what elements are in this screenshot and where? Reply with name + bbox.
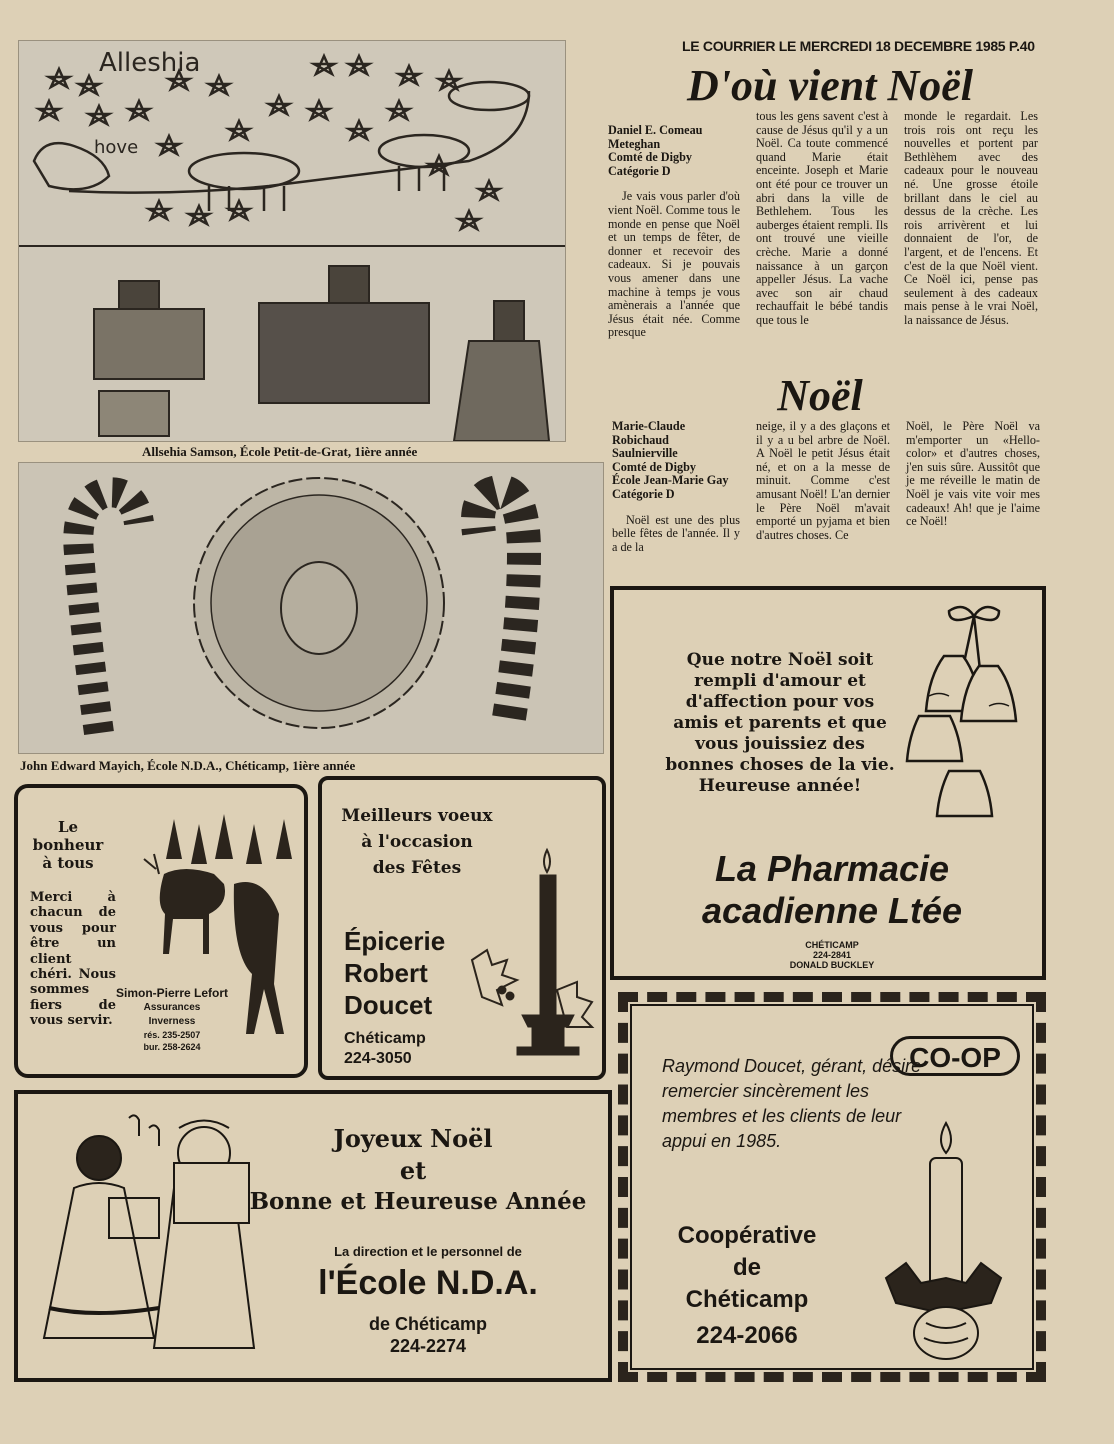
article-1-col-3: [904, 110, 1038, 335]
coop-message: Raymond Doucet, gérant, désire remercier sincèrement les membres et les clients de leur appui en 1985.: [662, 1056, 922, 1151]
caption-1-rest: École Petit-de-Grat, 1ière année: [236, 444, 418, 459]
byline-line: Catégorie D: [608, 163, 671, 178]
caption-drawing-1: [142, 444, 417, 460]
masthead: LE COURRIER LE MERCREDI 18 DECEMBRE 1985 P.40: [682, 38, 1035, 54]
article-2-text-1: Noël est une des plus belle fêtes de l'année. Il y a de la: [612, 512, 740, 554]
byline-line: Catégorie D: [612, 486, 675, 501]
ecole-line-2: et: [399, 1156, 427, 1185]
lefort-name: Simon-Pierre Lefort: [115, 986, 229, 1000]
lefort-place: Inverness: [148, 1016, 196, 1027]
pharmacie-message: Que notre Noël soit rempli d'amour et d'affection pour vos amis et parents et que vous jouissiez des bonnes choses de la vie. Heureuse année!: [665, 650, 895, 796]
byline-line: Meteghan: [608, 136, 661, 151]
epicerie-phone: 224-3050: [344, 1050, 412, 1067]
caption-1-name: Allsehia Samson,: [142, 444, 237, 459]
pharmacie-phone: 224-2841: [812, 950, 852, 960]
epicerie-name-1: Épicerie: [344, 926, 446, 956]
lefort-greeting: Le bonheur à tous: [32, 818, 104, 872]
article-2-text-2: neige, il y a des glaçons et il y a u bel arbre de Noël. A Noël le petit Jésus était né, et on a la messe de minuit. Comme c'est amusant Noël! L'an dernier le Père Noël m'avait emporté un pyjama et bien d'autres choses. Ce: [756, 419, 890, 542]
coop-name-3: Chéticamp: [685, 1286, 809, 1313]
coop-name-2: de: [732, 1254, 761, 1281]
ecole-name: l'École N.D.A.: [318, 1264, 538, 1302]
byline-line: Comté de Digby: [608, 150, 692, 165]
article-2-text-3: Noël, le Père Noël va m'emporter un «Hello-color» et d'autres choses, j'en suis sûre. Aussitôt que je me réveille le matin de Noël je vais vite voir mes cadeaux! Ah! que je l'aime ce Noël!: [906, 419, 1040, 529]
pharmacie-place: CHÉTICAMP: [805, 940, 859, 950]
ad-pharmacie: [610, 586, 1046, 980]
epicerie-greeting-1: Meilleurs voeux: [341, 806, 493, 826]
lefort-message: Merci à chacun de vous pour être un client chéri. Nous sommes fiers de vous servir.: [30, 890, 116, 1029]
article-2-byline: [612, 420, 740, 502]
drawing-name-label: Alleshia: [99, 48, 201, 78]
article-1-col-2: [756, 110, 888, 335]
byline-line: Saulnierville: [612, 446, 678, 461]
carolers-icon: [34, 1108, 264, 1372]
drawing-word-label: hove: [94, 137, 139, 158]
coop-phone: 224-2066: [696, 1322, 798, 1349]
article-1-text-1: Je vais vous parler d'où vient Noël. Comme tous le monde en pense que Noël et un temps de fêter, de donner et recevoir des cadeaux. Si je pouvais vous amener dans une machine à temps je vous amènerais a l'année que Jésus était née. Comme presque: [608, 189, 740, 340]
sun-center: [281, 562, 357, 654]
lefort-bur-phone: bur. 258-2624: [143, 1042, 201, 1052]
lefort-business: Assurances: [143, 1002, 201, 1013]
article-2-col-1: [612, 420, 740, 561]
article-1-byline: [608, 124, 740, 178]
coop-logo-text: CO-OP: [909, 1042, 1001, 1073]
candy-cane-drawing-svg: [19, 463, 604, 754]
epicerie-greeting-2: à l'occasion: [361, 832, 473, 852]
article-2-title: Noël: [777, 371, 863, 420]
sleigh-drawing-svg: [19, 41, 566, 442]
pharmacie-name-1: La Pharmacie: [714, 848, 950, 889]
ad-lefort: [14, 784, 308, 1078]
bells-icon: [904, 596, 1044, 846]
epicerie-place: Chéticamp: [344, 1030, 426, 1047]
epicerie-name-3: Doucet: [344, 990, 433, 1020]
coop-logo: [890, 1036, 1020, 1076]
epicerie-name-2: Robert: [344, 958, 428, 988]
ad-ecole-nda: [14, 1090, 612, 1382]
candle-icon: [462, 840, 602, 1070]
pharmacie-owner: DONALD BUCKLEY: [789, 960, 875, 970]
ecole-phone: 224-2274: [389, 1336, 467, 1356]
ad-epicerie: [318, 776, 606, 1080]
byline-line: École Jean-Marie Gay: [612, 473, 729, 488]
article-1-col-1: [608, 124, 740, 347]
child-drawing-candy-canes: [18, 462, 604, 754]
ad-coop: [618, 992, 1046, 1382]
ecole-line-3: Bonne et Heureuse Année: [249, 1188, 587, 1215]
caption-2-name: John Edward Mayich,: [20, 758, 144, 773]
byline-line: Marie-Claude Robichaud: [612, 419, 686, 447]
article-1-text-2: tous les gens savent c'est à cause de Jésus qu'il y a un Noël. Ca toute commencé quand Marie était enceinte. Joseph et Marie ont été pour ce trouver un abri dans la ville de Bethlehem. Tous les auberges étaient rempli. Ils ont trouvé une vieille crèche. Marie a donné naissance à un garçon appeller Jésus. La vache avec son air chaud rechauffait le bébé tandis que tous le: [756, 109, 888, 327]
article-2-col-2: [756, 420, 890, 549]
caption-2-rest: École N.D.A., Chéticamp, 1ière année: [143, 758, 356, 773]
pharmacie-name-2: acadienne Ltée: [701, 890, 963, 931]
ecole-sub: La direction et le personnel de: [334, 1244, 522, 1259]
coop-candle-icon: [866, 1118, 1026, 1366]
ecole-place: de Chéticamp: [368, 1314, 488, 1334]
article-1-text-3: monde le regardait. Les trois rois ont reçu les nouvelles et portent par Bethlèhem avec des cadeaux pour le nouveau né. Une grosse étoile brillant dans le ciel au dessus de la crèche. Les rois arrivèrent et lui donnaient de l'or, de l'argent, et de l'encens. Et c'est de la que Noël vient. Ce Noël ici, pense pas seulement à des cadeaux mais pense à le vrai Noël, la naissance de Jésus.: [904, 109, 1038, 327]
article-1-title: D'où vient Noël: [687, 61, 973, 110]
lefort-res-phone: rés. 235-2507: [143, 1030, 201, 1040]
article-2-col-3: [906, 420, 1040, 536]
child-drawing-sleigh: [18, 40, 566, 442]
coop-inner: [630, 1004, 1034, 1370]
caption-drawing-2: [20, 758, 355, 774]
byline-line: Comté de Digby: [612, 459, 696, 474]
epicerie-greeting-3: des Fêtes: [372, 858, 462, 878]
ecole-line-1: Joyeux Noël: [333, 1124, 493, 1153]
coop-name-1: Coopérative: [677, 1222, 817, 1249]
byline-line: Daniel E. Comeau: [608, 123, 703, 137]
